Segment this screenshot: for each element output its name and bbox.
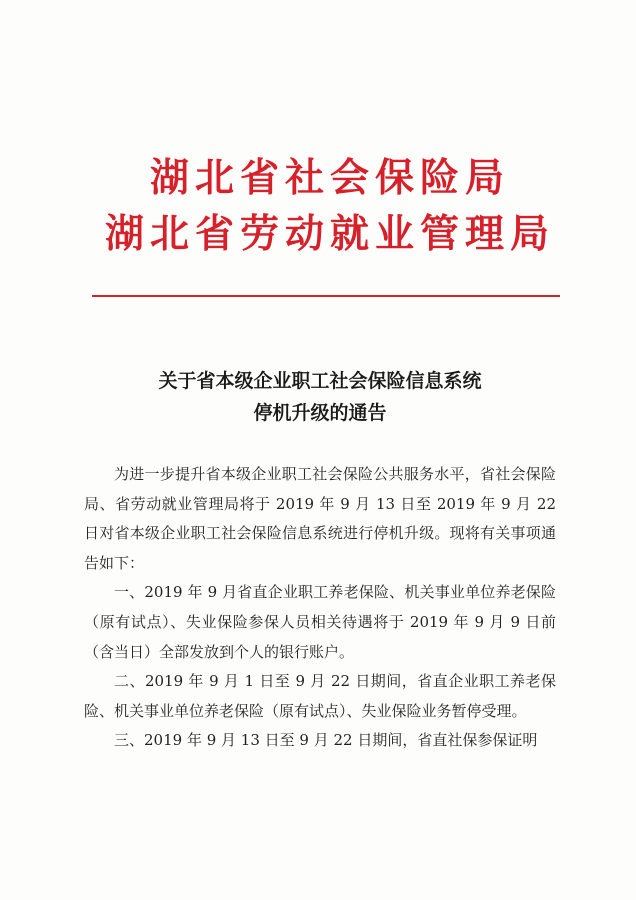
item-paragraph-1: 一、2019 年 9 月省直企业职工养老保险、机关事业单位养老保险（原有试点）、失业保险参保人员相关待遇将于 2019 年 9 月 9 日前（含当日）全部发放到个人的银行账户。 bbox=[84, 583, 556, 661]
issuer-header-line-1: 湖北省社会保险局 bbox=[149, 156, 510, 201]
issuer-header-line-2: 湖北省劳动就业管理局 bbox=[104, 212, 555, 257]
document-body bbox=[84, 460, 556, 756]
item-paragraph-2: 二、2019 年 9 月 1 日至 9 月 22 日期间，省直企业职工养老保险、机关事业单位养老保险（原有试点）、失业保险业务暂停受理。 bbox=[84, 672, 556, 720]
intro-paragraph: 为进一步提升省本级企业职工社会保险公共服务水平，省社会保险局、省劳动就业管理局将于 2019 年 9 月 13 日至 2019 年 9 月 22 日对省本级企业职工社会保险信息系统进行停机升级。现将有关事项通告如下： bbox=[84, 465, 556, 572]
item-paragraph-3: 三、2019 年 9 月 13 日至 9 月 22 日期间，省直社保参保证明 bbox=[114, 731, 538, 750]
document-title-line-1: 关于省本级企业职工社会保险信息系统 bbox=[158, 370, 482, 392]
document-title-line-2: 停机升级的通告 bbox=[253, 402, 387, 424]
red-divider bbox=[92, 295, 560, 297]
